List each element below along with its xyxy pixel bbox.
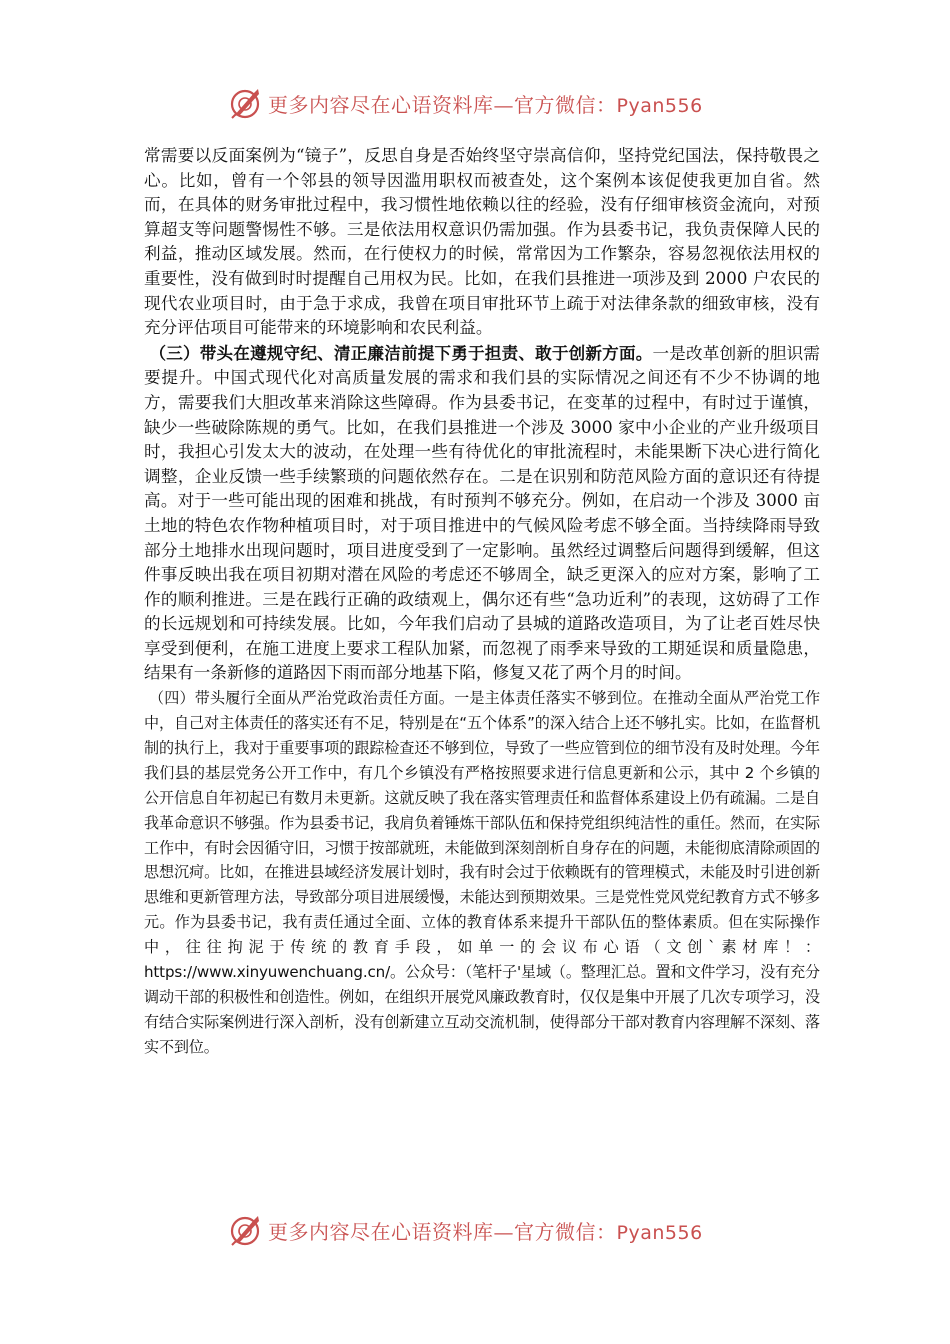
pen-circle-logo-icon	[228, 1212, 264, 1248]
pen-circle-logo-icon	[228, 85, 264, 121]
paragraph-section-3	[144, 341, 820, 686]
banner-text: 更多内容尽在心语资料库—官方微信：Pyan556	[268, 92, 703, 117]
document-body	[144, 144, 820, 1060]
paragraph-continued: 常需要以反面案例为“镜子”，反思自身是否始终坚守崇高信仰，坚持党纪国法，保持敬畏之心。比如，曾有一个邻县的领导因滥用职权而被查处，这个案例本该促使我更加自省。然而，在具体的财务审批过程中，我习惯性地依赖以往的经验，没有仔细审核资金流向，对预算超支等问题警惕性不够。三是依法用权意识仍需加强。作为县委书记，我负责保障人民的利益，推动区域发展。然而，在行使权力的时候，常常因为工作繁杂，容易忽视依法用权的重要性，没有做到时时提醒自己用权为民。比如，在我们县推进一项涉及到 2000 户农民的现代农业项目时，由于急于求成，我曾在项目审批环节上疏于对法律条款的细致审核，没有充分评估项目可能带来的环境影响和农民利益。	[144, 146, 820, 338]
section-3-heading: （三）带头在遵规守纪、清正廉洁前提下勇于担责、敢于创新方面。	[149, 342, 653, 363]
banner-text: 更多内容尽在心语资料库—官方微信：Pyan556	[268, 1219, 703, 1244]
footer-banner	[228, 1210, 728, 1250]
section-3-body: 一是改革创新的胆识需要提升。中国式现代化对高质量发展的需求和我们县的实际情况之间还有不少不协调的地方，需要我们大胆改革来消除这些障碍。作为县委书记，在变革的过程中，有时过于谨慎，缺少一些破除陈规的勇气。比如，在我们县推进一个涉及 3000 家中小企业的产业升级项目时，我担心引发太大的波动，在处理一些有待优化的审批流程时，未能果断下决心进行简化调整，企业反馈一些手续繁琐的问题依然存在。二是在识别和防范风险方面的意识还有待提高。对于一些可能出现的困难和挑战，有时预判不够充分。例如，在启动一个涉及 3000 亩土地的特色农作物种植项目时，对于项目推进中的气候风险考虑不够全面。当持续降雨导致部分土地排水出现问题时，项目进度受到了一定影响。虽然经过调整后问题得到缓解，但这件事反映出我在项目初期对潜在风险的考虑还不够周全，缺乏更深入的应对方案，影响了工作的顺利推进。三是在践行正确的政绩观上，偶尔还有些“急功近利”的表现，这妨碍了工作的长远规划和可持续发展。比如，今年我们启动了县城的道路改造项目，为了让老百姓尽快享受到便利，在施工进度上要求工程队加紧，而忽视了雨季来导致的工期延误和质量隐患，结果有一条新修的道路因下雨而部分地基下陷，修复又花了两个月的时间。	[144, 343, 821, 683]
paragraph-section-4: （四）带头履行全面从严治党政治责任方面。一是主体责任落实不够到位。在推动全面从严治党工作中，自己对主体责任的落实还有不足，特别是在“五个体系”的深入结合上还不够扎实。比如，在监督机制的执行上，我对于重要事项的跟踪检查还不够到位，导致了一些应管到位的细节没有及时处理。今年我们县的基层党务公开工作中，有几个乡镇没有严格按照要求进行信息更新和公示，其中 2 个乡镇的公开信息自年初起已有数月未更新。这就反映了我在落实管理责任和监督体系建设上仍有疏漏。二是自我革命意识不够强。作为县委书记，我肩负着锤炼干部队伍和保持党组织纯洁性的重任。然而，在实际工作中，有时会因循守旧，习惯于按部就班，未能做到深刻剖析自身存在的问题，未能彻底清除顽固的思想沉疴。比如，在推进县域经济发展计划时，我有时会过于依赖既有的管理模式，未能及时引进创新思维和更新管理方法，导致部分项目进展缓慢，未能达到预期效果。三是党性党风党纪教育方式不够多元。作为县委书记，我有责任通过全面、立体的教育体系来提升干部队伍的整体素质。但在实际操作中，往往拘泥于传统的教育手段，如单一的会议布心语（文创`素材库！：https://www.xinyuwenchuang.cn/。公众号：（笔杆子'星域（。整理汇总。置和文件学习，没有充分调动干部的积极性和创造性。例如，在组织开展党风廉政教育时，仅仅是集中开展了几次专项学习，没有结合实际案例进行深入剖析，没有创新建立互动交流机制，使得部分干部对教育内容理解不深刻、落实不到位。	[144, 689, 820, 1056]
header-banner	[228, 83, 728, 123]
